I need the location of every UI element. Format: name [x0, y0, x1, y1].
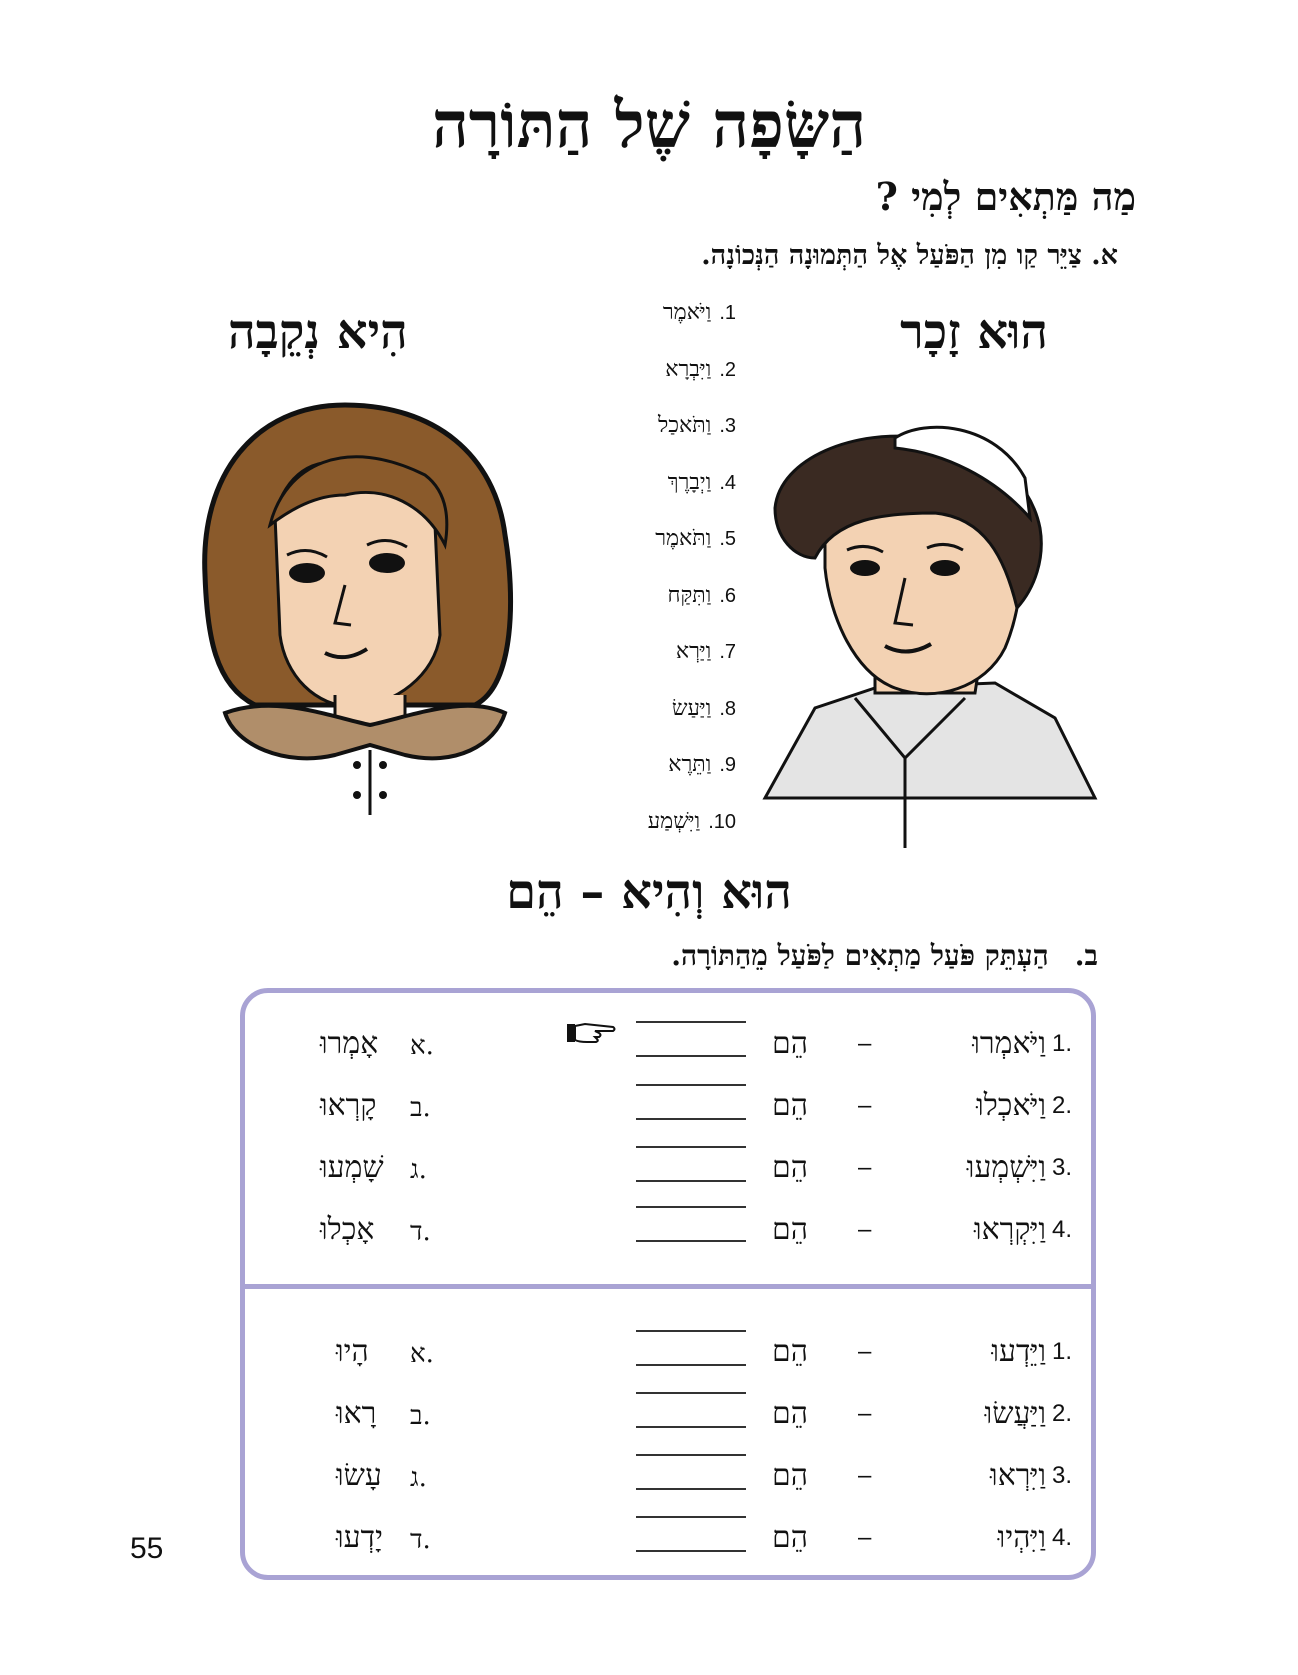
- answer-line[interactable]: [636, 1516, 746, 1518]
- row-number: 3.: [1052, 1462, 1073, 1489]
- dash: –: [858, 1216, 872, 1243]
- verb-item[interactable]: 7.וַיַּרְא: [675, 639, 736, 664]
- hem-label: הֵם: [772, 1396, 808, 1431]
- option-word: יָדְעוּ: [336, 1520, 383, 1555]
- row-number: 1.: [1052, 1030, 1073, 1057]
- option-letter: ג.: [410, 1155, 427, 1185]
- answer-line[interactable]: [636, 1488, 746, 1490]
- dash: –: [858, 1092, 872, 1119]
- verb-item[interactable]: 10.וַיִּשְׁמַע: [647, 808, 736, 834]
- instruction-b-text: הַעְתֵּק פֹּעַל מַתְאִים לַפֹּעַל מֵהַתּוֹרָה.: [671, 939, 1049, 972]
- row-number: 1.: [1052, 1338, 1073, 1365]
- dash: –: [858, 1400, 872, 1427]
- torah-verb: וַיִּהְיוּ: [997, 1520, 1046, 1555]
- dash: –: [858, 1462, 872, 1489]
- boy-illustration: [755, 418, 1105, 848]
- row-number: 2.: [1052, 1400, 1073, 1427]
- option-letter: א.: [410, 1339, 434, 1369]
- dash: –: [858, 1524, 872, 1551]
- verb-item[interactable]: 2.וַיִּבְרָא: [665, 356, 736, 382]
- hem-label: הֵם: [772, 1026, 808, 1061]
- row-number: 3.: [1052, 1154, 1073, 1181]
- option-letter: ב.: [410, 1401, 431, 1431]
- girl-illustration: [195, 395, 545, 855]
- torah-verb: וַיִּשְׁמְעוּ: [966, 1150, 1046, 1185]
- page-title: הַשָּׂפָה שֶׁל הַתּוֹרָה: [431, 88, 867, 163]
- verb-item[interactable]: 5.וַתֹּאמֶר: [655, 526, 736, 551]
- answer-line[interactable]: [636, 1364, 746, 1366]
- female-label: הִיא נְקֵבָה: [228, 304, 408, 360]
- instruction-b-letter: ב.: [1074, 939, 1098, 972]
- hem-label: הֵם: [772, 1150, 808, 1185]
- torah-verb: וַיֵּדְעוּ: [991, 1334, 1046, 1369]
- hem-label: הֵם: [772, 1334, 808, 1369]
- answer-line[interactable]: [636, 1021, 746, 1023]
- torah-verb: וַיֹּאכְלוּ: [976, 1088, 1046, 1123]
- torah-verb: וַיִּרְאוּ: [990, 1458, 1046, 1493]
- verb-list: [586, 298, 736, 863]
- section-heading: הוּא וְהִיא – הֵם: [506, 864, 792, 920]
- row-number: 4.: [1052, 1216, 1073, 1243]
- torah-verb: וַיִּקְרְאוּ: [973, 1212, 1046, 1247]
- option-word: עָשׂוּ: [336, 1458, 382, 1493]
- answer-line[interactable]: [636, 1180, 746, 1182]
- option-letter: ד.: [410, 1525, 431, 1555]
- instruction-b: [671, 936, 1098, 976]
- torah-verb: וַיֹּאמְרוּ: [972, 1026, 1046, 1061]
- torah-verb: וַיַּעֲשׂוּ: [984, 1396, 1046, 1431]
- pointing-hand-icon: [565, 1018, 617, 1048]
- option-letter: ב.: [410, 1093, 431, 1123]
- row-number: 2.: [1052, 1092, 1073, 1119]
- hem-label: הֵם: [772, 1088, 808, 1123]
- option-word: אָכְלוּ: [320, 1212, 375, 1247]
- option-letter: א.: [410, 1031, 434, 1061]
- option-word: הָיוּ: [336, 1334, 369, 1369]
- dash: –: [858, 1338, 872, 1365]
- option-letter: ד.: [410, 1217, 431, 1247]
- exercise-subtitle: מַה מַּתְאִים לְמִי ?: [875, 174, 1136, 219]
- verb-item[interactable]: 8.וַיַּעַשׂ: [671, 695, 736, 721]
- answer-line[interactable]: [636, 1550, 746, 1552]
- verb-item[interactable]: 1.וַיֹּאמֶר: [662, 300, 736, 325]
- answer-line[interactable]: [636, 1206, 746, 1208]
- answer-line[interactable]: [636, 1055, 746, 1057]
- dash: –: [858, 1030, 872, 1057]
- answer-line[interactable]: [636, 1084, 746, 1086]
- answer-line[interactable]: [636, 1426, 746, 1428]
- verb-item[interactable]: 9.וַתֵּרֶא: [668, 752, 736, 777]
- hem-label: הֵם: [772, 1212, 808, 1247]
- verb-item[interactable]: 3.וַתֹּאכַל: [658, 413, 736, 438]
- row-number: 4.: [1052, 1524, 1073, 1551]
- dash: –: [858, 1154, 872, 1181]
- page-number: 55: [130, 1532, 164, 1565]
- answer-line[interactable]: [636, 1118, 746, 1120]
- answer-line[interactable]: [636, 1454, 746, 1456]
- verb-item[interactable]: 6.וַתִּקַּח: [667, 582, 736, 608]
- option-word: קָרְאוּ: [320, 1088, 377, 1123]
- option-word: שָׁמְעוּ: [320, 1150, 384, 1185]
- answer-line[interactable]: [636, 1146, 746, 1148]
- answer-line[interactable]: [636, 1240, 746, 1242]
- male-label: הוּא זָכָר: [900, 304, 1048, 360]
- verb-item[interactable]: 4.וַיְבָרֶךְ: [667, 469, 736, 495]
- instruction-a: א. צַיֵּר קַו מִן הַפֹּעַל אֶל הַתְּמוּנָה הַנְּכוֹנָה.: [701, 240, 1118, 271]
- answer-line[interactable]: [636, 1330, 746, 1332]
- hem-label: הֵם: [772, 1458, 808, 1493]
- hem-label: הֵם: [772, 1520, 808, 1555]
- answer-line[interactable]: [636, 1392, 746, 1394]
- option-word: רָאוּ: [336, 1396, 377, 1431]
- option-letter: ג.: [410, 1463, 427, 1493]
- box-divider: [242, 1284, 1094, 1289]
- option-word: אָמְרוּ: [320, 1026, 379, 1061]
